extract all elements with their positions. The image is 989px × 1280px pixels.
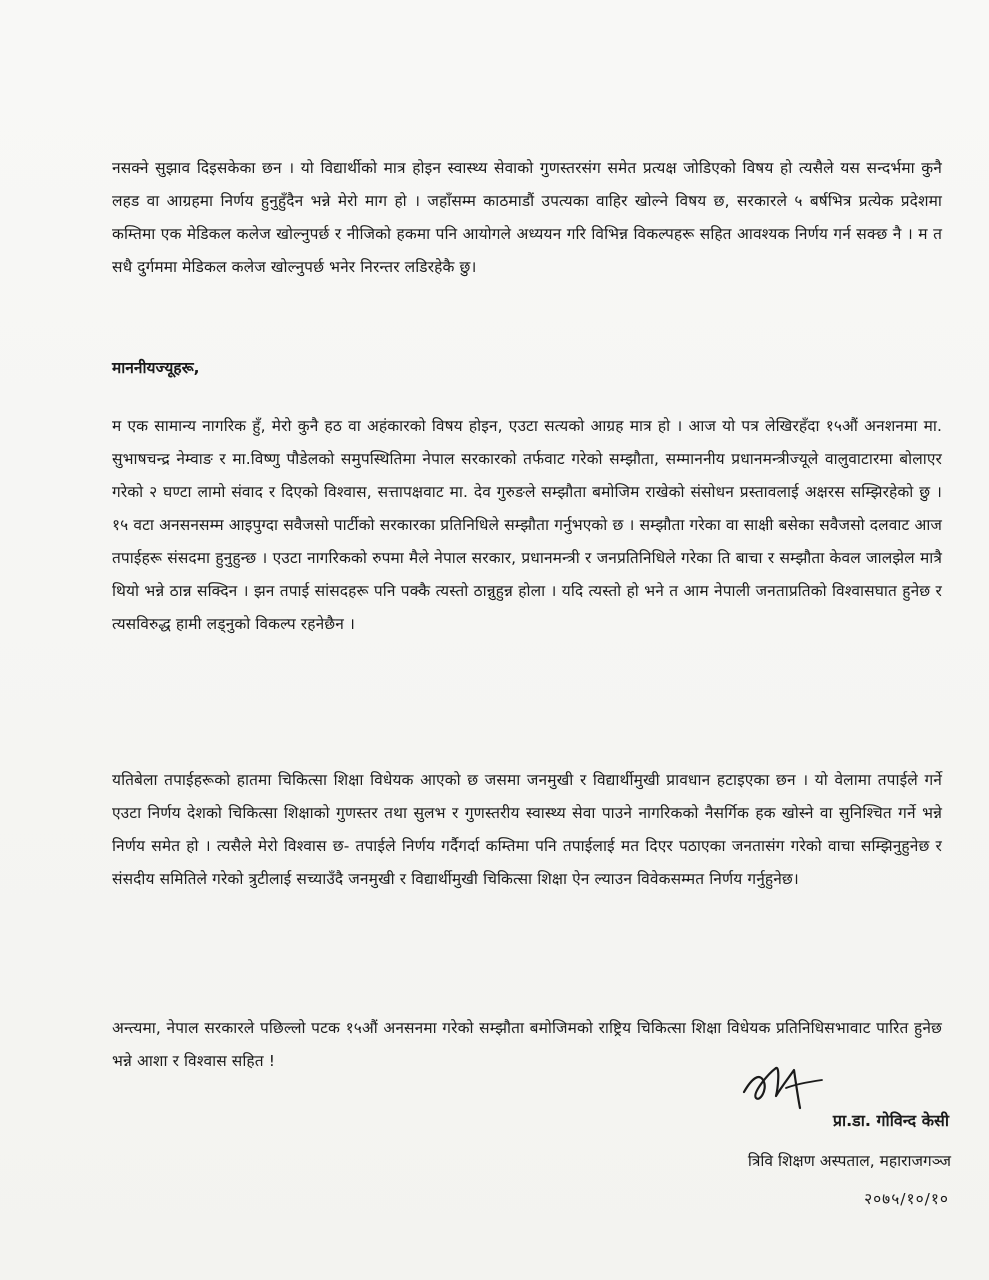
paragraph-2: म एक सामान्य नागरिक हुँ, मेरो कुनै हठ वा अहंकारको विषय होइन, एउटा सत्यको आग्रह मात्र हो । आज यो पत्र लेखिरहँदा १५औं अनशनमा मा. सुभाषचन्द्र नेम्वाङ र मा.विष्णु पौडेलको समुपस्थितिमा नेपाल सरकारको तर्फवाट गरेको सम्झौता, सम्माननीय प्रधानमन्त्रीज्यूले वालुवाटारमा बोलाएर गरेको २ घण्टा लामो संवाद र दिएको विश्वास, सत्तापक्षवाट मा. देव गुरुङले सम्झौता बमोजिम राखेको संसोधन प्रस्तावलाई अक्षरस सम्झिरहेको छु । १५ वटा अनसनसम्म आइपुग्दा सवैजसो पार्टीको सरकारका प्रतिनिधिले सम्झौता गर्नुभएको छ । सम्झौता गरेका वा साक्षी बसेका सवैजसो दलवाट आज तपाईहरू संसदमा हुनुहुन्छ । एउटा नागरिकको रुपमा मैले नेपाल सरकार, प्रधानमन्त्री र जनप्रतिनिधिले गरेका ति बाचा र सम्झौता केवल जालझेल मात्रै थियो भन्ने ठान्न सक्दिन । झन तपाई सांसदहरू पनि पक्कै त्यस्तो ठान्नुहुन्न होला । यदि त्यस्तो हो भने त आम नेपाली जनताप्रतिको विश्वासघात हुनेछ र त्यसविरुद्ध हामी लड्नुको विकल्प रहनेछैन । xyxy=(112,417,942,633)
paragraph-1: नसक्ने सुझाव दिइसकेका छन । यो विद्यार्थीको मात्र होइन स्वास्थ्य सेवाको गुणस्तरसंग समेत प्रत्यक्ष जोडिएको विषय हो त्यसैले यस सन्दर्भमा कुनै लहड वा आग्रहमा निर्णय हुनुहुँदैन भन्ने मेरो माग हो । जहाँसम्म काठमाडौं उपत्यका वाहिर खोल्ने विषय छ, सरकारले ५ बर्षभित्र प्रत्येक प्रदेशमा कम्तिमा एक मेडिकल कलेज खोल्नुपर्छ र नीजिको हकमा पनि आयोगले अध्ययन गरि विभिन्न विकल्पहरू सहित आवश्यक निर्णय गर्न सक्छ नै । म त सधै दुर्गममा मेडिकल कलेज खोल्नुपर्छ भनेर निरन्तर लडिरहेकै छु। xyxy=(112,159,942,276)
handwritten-signature xyxy=(738,1058,828,1114)
signatory-name: प्रा.डा. गोविन्द केसी xyxy=(832,1111,949,1130)
salutation: माननीयज्यूहरू, xyxy=(112,359,200,377)
paragraph-4: अन्त्यमा, नेपाल सरकारले पछिल्लो पटक १५औं अनसनमा गरेको सम्झौता बमोजिमको राष्ट्रिय चिकित्सा शिक्षा विधेयक प्रतिनिधिसभावाट पारित हुनेछ भन्ने आशा र विश्वास सहित ! xyxy=(112,1019,942,1070)
paragraph-3: यतिबेला तपाईहरूको हातमा चिकित्सा शिक्षा विधेयक आएको छ जसमा जनमुखी र विद्यार्थीमुखी प्रावधान हटाइएका छन । यो वेलामा तपाईले गर्ने एउटा निर्णय देशको चिकित्सा शिक्षाको गुणस्तर तथा सुलभ र गुणस्तरीय स्वास्थ्य सेवा पाउने नागरिकको नैसर्गिक हक खोस्ने वा सुनिश्चित गर्ने भन्ने निर्णय समेत हो । त्यसैले मेरो विश्वास छ- तपाईले निर्णय गर्दैगर्दा कम्तिमा पनि तपाईलाई मत दिएर पठाएका जनतासंग गरेको वाचा सम्झिनुहुनेछ र संसदीय समितिले गरेको त्रुटीलाई सच्याउँदै जनमुखी र विद्यार्थीमुखी चिकित्सा शिक्षा ऐन ल्याउन विवेकसम्मत निर्णय गर्नुहुनेछ। xyxy=(112,771,942,888)
signatory-organization: त्रिवि शिक्षण अस्पताल, महाराजगञ्ज xyxy=(747,1152,951,1170)
letter-date: २०७५/१०/१० xyxy=(864,1190,949,1208)
